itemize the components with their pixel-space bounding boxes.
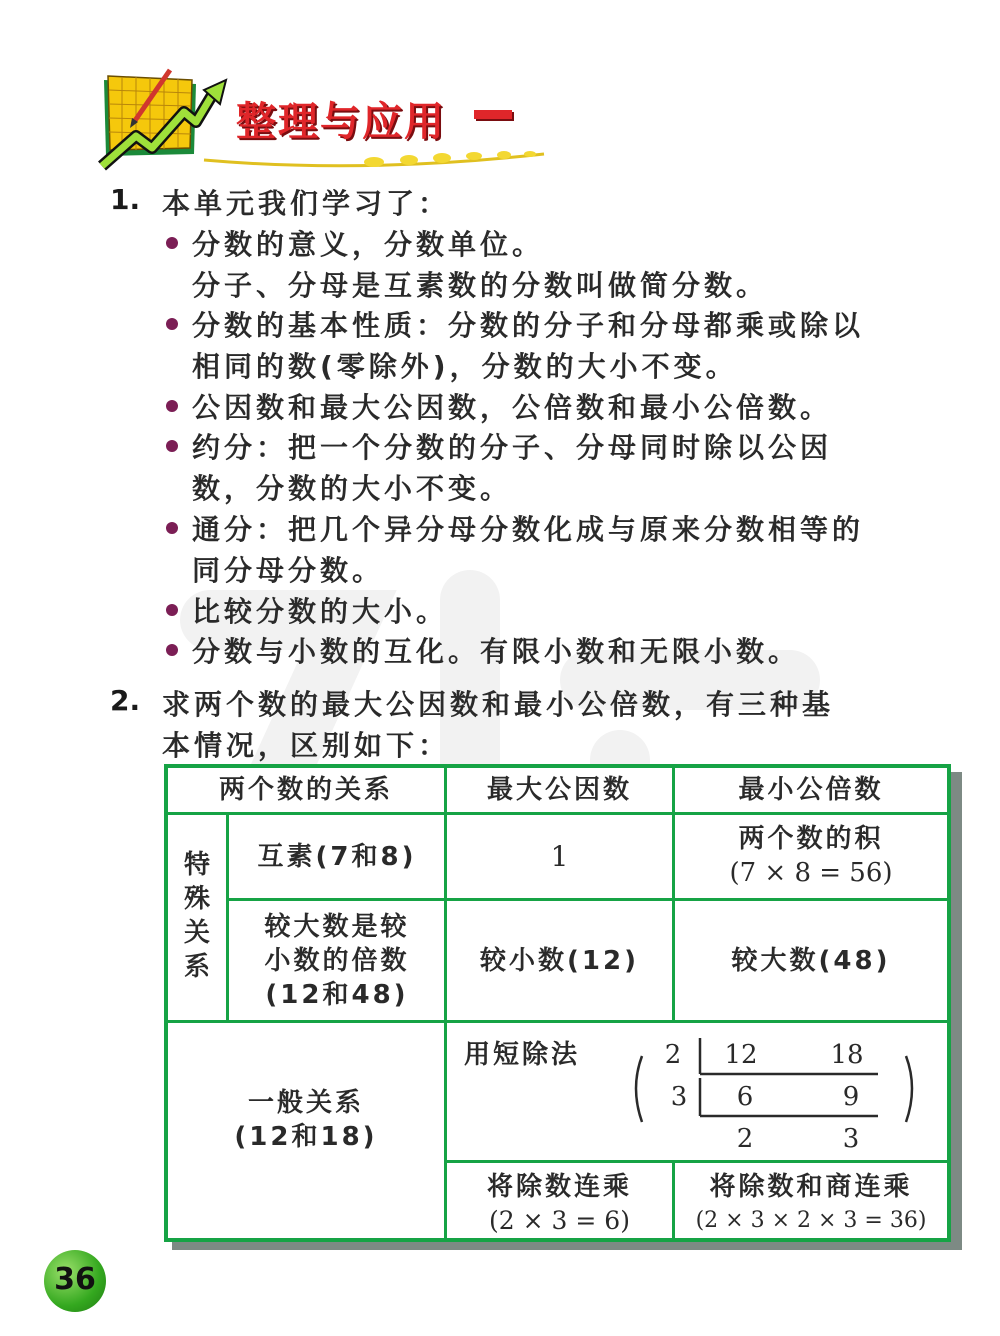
- row2-lcm: 较大数(48): [731, 946, 891, 976]
- dividend: 12: [724, 1040, 758, 1070]
- general-gcd-line1: 将除数连乘: [486, 1172, 632, 1202]
- table-rule: [228, 898, 947, 901]
- bullet-text: 分数与小数的互化。有限小数和无限小数。: [192, 635, 801, 668]
- bullet-text: 数，分数的大小不变。: [192, 472, 513, 505]
- section-2-text: 求两个数的最大公因数和最小公倍数，有三种基: [162, 688, 835, 721]
- row1-lcm-line2: (7 × 8 = 56): [729, 858, 893, 888]
- table-rule: [226, 812, 229, 1020]
- bullet-text: 比较分数的大小。: [192, 595, 449, 628]
- bullet-dot: [166, 318, 178, 330]
- bullet-text: 通分：把几个异分母分数化成与原来分数相等的: [192, 513, 865, 546]
- section-2-number: 2.: [110, 684, 141, 717]
- bullet-dot: [166, 604, 178, 616]
- header-title: 整理与应用: [236, 99, 446, 145]
- general-label-line1: 一般关系: [247, 1088, 364, 1118]
- table-rule: [168, 1020, 947, 1023]
- short-division-label: 用短除法: [464, 1040, 581, 1070]
- bullet-dot: [166, 237, 178, 249]
- table-rule: [446, 1160, 947, 1163]
- row1-case: 互素(7和8): [257, 842, 417, 872]
- general-lcm-line2: (2 × 3 × 2 × 3 = 36): [695, 1208, 927, 1233]
- section-1-number: 1.: [110, 183, 141, 216]
- bullet-text: 分数的意义，分数单位。: [192, 228, 545, 261]
- bullet-text: 约分：把一个分数的分子、分母同时除以公因: [192, 431, 833, 464]
- dividend: 18: [830, 1040, 864, 1070]
- general-lcm-line1: 将除数和商连乘: [709, 1172, 913, 1202]
- bullet-text: 公因数和最大公因数，公倍数和最小公倍数。: [192, 391, 833, 424]
- section-header: [96, 62, 556, 182]
- quotient: 6: [736, 1082, 754, 1112]
- bullet-text: 同分母分数。: [192, 554, 385, 587]
- row2-gcd: 较小数(12): [480, 946, 639, 976]
- row2-case-line1: 较大数是较: [264, 912, 410, 942]
- quotient: 2: [736, 1124, 754, 1154]
- section-1-intro: 本单元我们学习了：: [162, 187, 451, 220]
- row2-case-line3: (12和48): [265, 980, 409, 1010]
- quotient: 3: [842, 1124, 860, 1154]
- header-relation: 两个数的关系: [218, 775, 393, 805]
- row1-lcm-line1: 两个数的积: [738, 824, 884, 854]
- table-rule: [444, 768, 447, 1238]
- bullet-text: 分子、分母是互素数的分数叫做简分数。: [192, 269, 769, 302]
- comparison-table: [164, 764, 951, 1242]
- bullet-dot: [166, 400, 178, 412]
- row1-gcd: 1: [550, 840, 569, 873]
- divisor: 3: [670, 1082, 688, 1112]
- special-relation-label: 特 殊 关 系: [183, 850, 210, 982]
- bullet-text: 分数的基本性质：分数的分子和分母都乘或除以: [192, 309, 865, 342]
- header-lcm: 最小公倍数: [738, 775, 884, 805]
- header-suffix-dash: [474, 110, 512, 119]
- bullet-text: 相同的数(零除外)，分数的大小不变。: [192, 350, 738, 383]
- header-underline: [194, 140, 554, 180]
- bullet-dot: [166, 440, 178, 452]
- general-label-line2: (12和18): [234, 1122, 378, 1152]
- bullet-dot: [166, 644, 178, 656]
- divisor: 2: [664, 1040, 682, 1070]
- page-number: 36: [54, 1262, 96, 1297]
- short-division-diagram: [628, 1030, 928, 1158]
- quotient: 9: [842, 1082, 860, 1112]
- section-2-text: 本情况，区别如下：: [162, 729, 451, 762]
- bullet-dot: [166, 522, 178, 534]
- header-gcd: 最大公因数: [486, 775, 632, 805]
- row2-case-line2: 小数的倍数: [264, 946, 410, 976]
- table-rule: [168, 812, 947, 815]
- general-gcd-line2: (2 × 3 = 6): [489, 1206, 630, 1235]
